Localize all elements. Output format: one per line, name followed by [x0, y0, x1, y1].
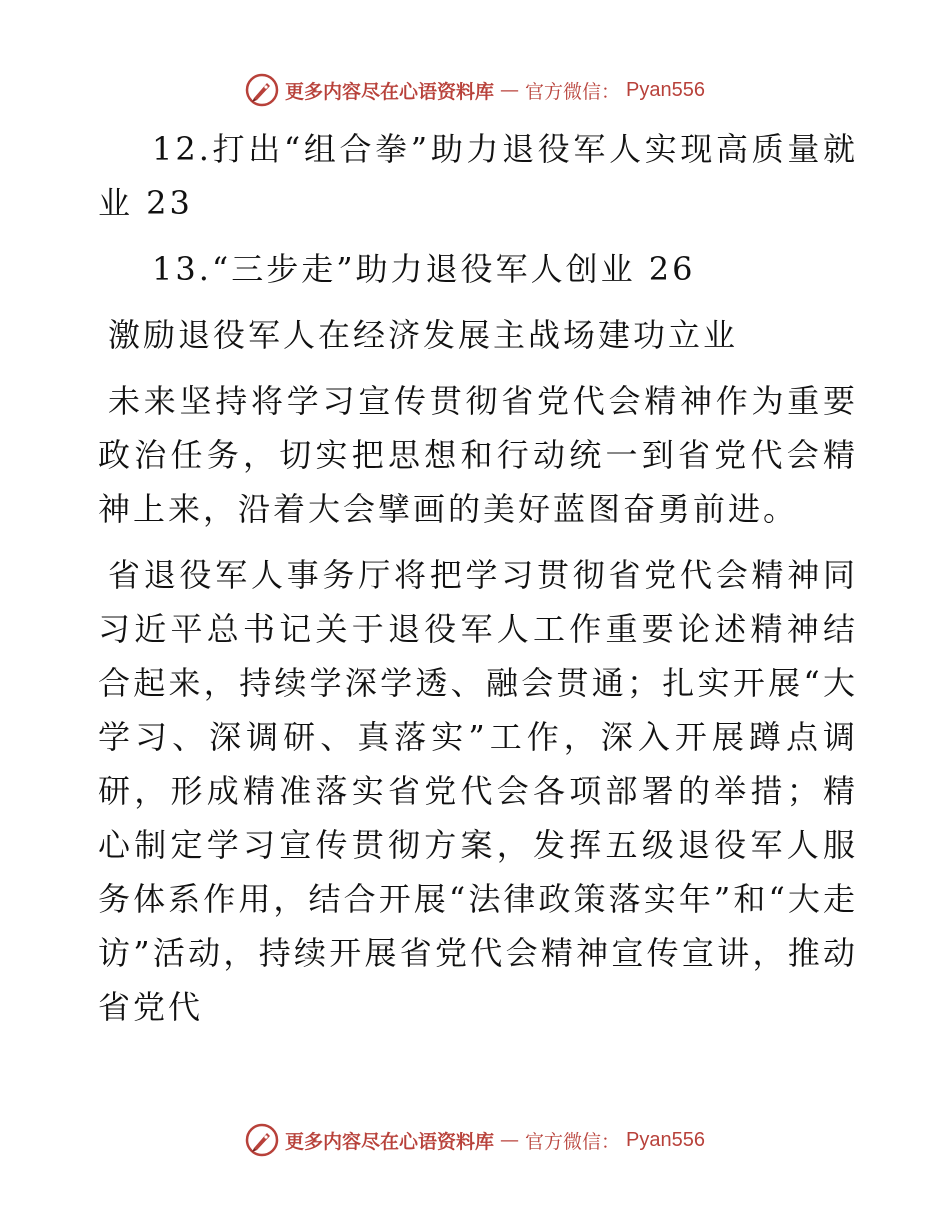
toc-entry-13: 13.“三步走”助力退役军人创业 26: [152, 250, 696, 288]
watermark-wechat-id: Pyan556: [626, 1128, 705, 1151]
header-watermark: [0, 70, 950, 110]
watermark-dash: —: [500, 79, 520, 101]
pen-nib-logo-icon: [245, 1123, 279, 1157]
watermark-dash: —: [500, 1129, 520, 1151]
body-paragraph-2: 省退役军人事务厅将把学习贯彻省党代会精神同习近平总书记关于退役军人工作重要论述精神结合起来，持续学深学透、融会贯通；扎实开展“大学习、深调研、真落实”工作，深入开展蹲点调研，形成精准落实省党代会各项部署的举措；精心制定学习宣传贯彻方案，发挥五级退役军人服务体系作用，结合开展“法律政策落实年”和“大走访”活动，持续开展省党代会精神宣传宣讲，推动省党代: [98, 556, 858, 1026]
footer-watermark: [0, 1120, 950, 1160]
watermark-wechat-label: 官方微信：: [525, 80, 621, 103]
document-body: [98, 122, 858, 1046]
section-heading: 激励退役军人在经济发展主战场建功立业: [108, 316, 739, 354]
toc-entry-12: 12.打出“组合拳”助力退役军人实现高质量就业 23: [98, 130, 858, 222]
watermark-wechat-id: Pyan556: [626, 78, 705, 101]
watermark-wechat-label: 官方微信：: [525, 1130, 621, 1153]
watermark-brand-text: 更多内容尽在心语资料库: [285, 1130, 495, 1153]
pen-nib-logo-icon: [245, 73, 279, 107]
watermark-brand-text: 更多内容尽在心语资料库: [285, 80, 495, 103]
body-paragraph-1: 未来坚持将学习宣传贯彻省党代会精神作为重要政治任务，切实把思想和行动统一到省党代会精神上来，沿着大会擘画的美好蓝图奋勇前进。: [98, 382, 858, 528]
